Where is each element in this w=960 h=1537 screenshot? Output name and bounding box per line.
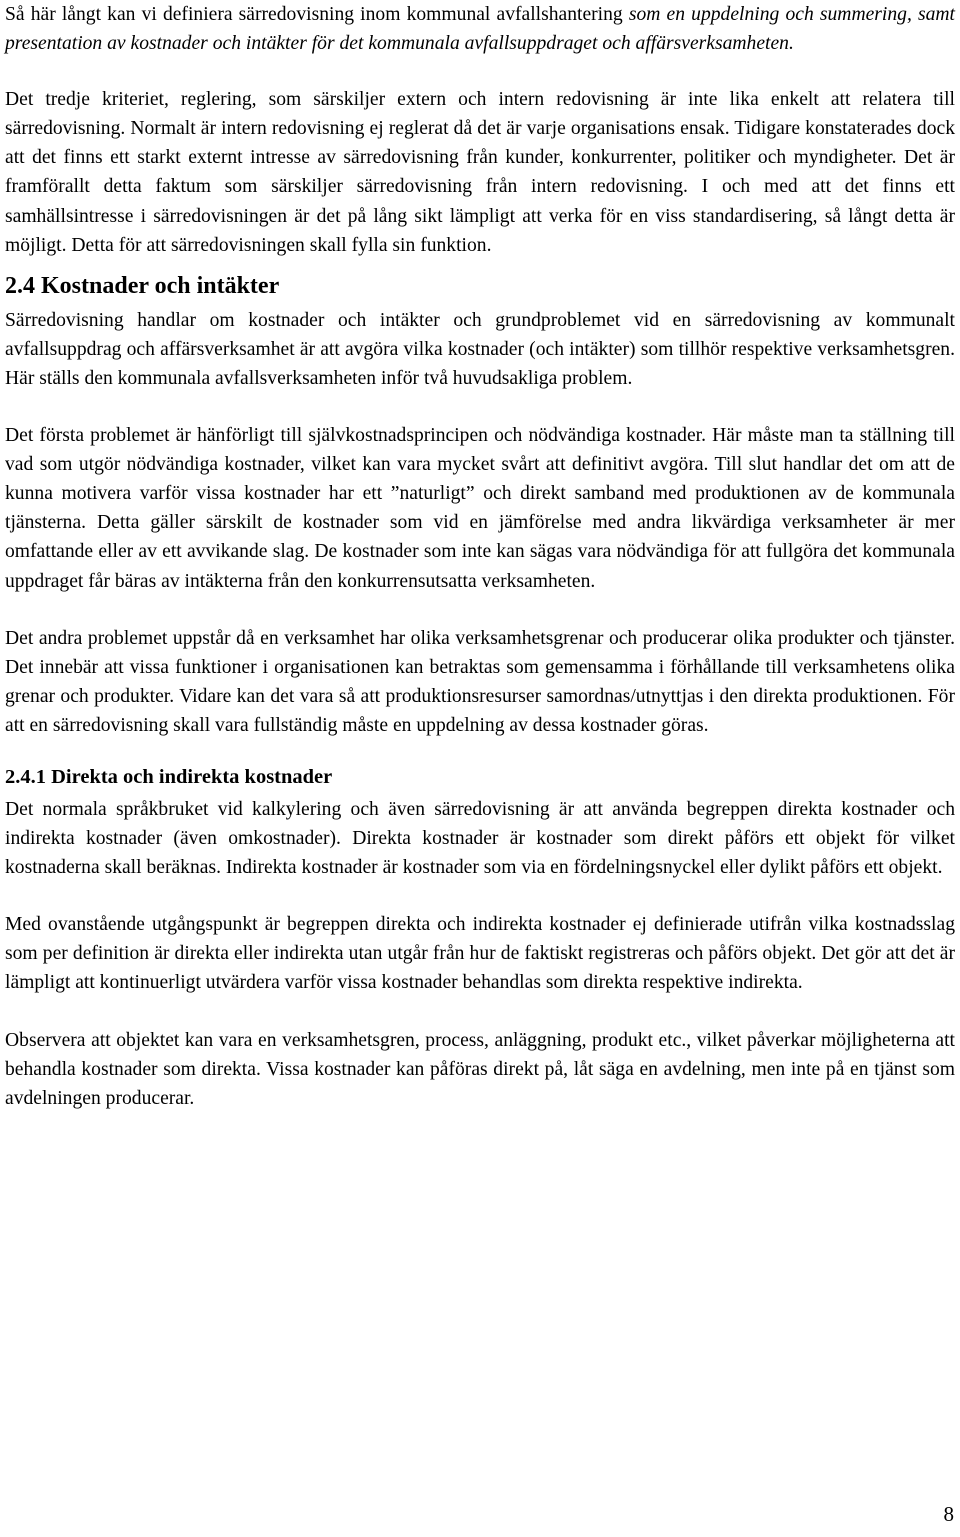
section-heading-2-4: 2.4 Kostnader och intäkter xyxy=(5,272,280,299)
intro-paragraph-2: Det tredje kriteriet, reglering, som särskiljer extern och intern redovisning är inte lika enkelt att relatera till särredovisning. Normalt är intern redovisning ej reglerat då det är varje organisations ensak. Tidigare konstaterades dock att det finns ett starkt externt intresse av särredovisning från kunder, konkurrenter, politiker och myndigheter. Det är framförallt detta faktum som särskiljer särredovisning från intern redovisning. I och med att det finns ett samhällsintresse i särredovisningen är det på lång sikt lämpligt att verka för en viss standardisering, så långt detta är möjligt. Detta för att särredovisningen skall fylla sin funktion. xyxy=(5,89,955,256)
section-2-4-1-paragraph-1: Det normala språkbruket vid kalkylering och även särredovisning är att använda begreppen direkta kostnader och indirekta kostnader (även omkostnader). Direkta kostnader är kostnader som direkt påförs ett objekt för vilket kostnaderna skall beräknas. Indirekta kostnader är kostnader som via en fördelningsnyckel eller dylikt påförs ett objekt. xyxy=(5,798,955,879)
document-page xyxy=(5,0,955,1113)
section-2-4-paragraph-3: Det andra problemet uppstår då en verksamhet har olika verksamhetsgrenar och producerar olika produkter och tjänster. Det innebär att vissa funktioner i organisationen kan betraktas som gemensamma i förhållande till verksamhetens olika grenar och produkter. Vidare kan det vara så att produktionsresurser samordnas/utnyttjas i den direkta produktionen. För att en särredovisning skall vara fullständig måste en uppdelning av dessa kostnader göras. xyxy=(5,627,955,736)
intro-paragraph-1 xyxy=(5,0,955,58)
section-2-4-paragraph-1: Särredovisning handlar om kostnader och intäkter och grundproblemet vid en särredovisning av kommunalt avfallsuppdrag och affärsverksamhet är att avgöra vilka kostnader (och intäkter) som tillhör respektive verksamhetsgren. Här ställs den kommunala avfallsverksamheten inför två huvudsakliga problem. xyxy=(5,309,955,389)
intro-paragraph-1-definition: som en uppdelning och summering, samt presentation av kostnader och intäkter för det kommunala avfallsuppdraget och affärsverksamheten. xyxy=(5,4,955,55)
section-2-4-1-paragraph-3: Observera att objektet kan vara en verksamhetsgren, process, anläggning, produkt etc., vilket påverkar möjligheterna att behandla kostnader som direkta. Vissa kostnader kan påföras direkt på, låt säga en avdelning, men inte på en tjänst som avdelningen producerar. xyxy=(5,1029,955,1109)
section-2-4-1-paragraph-2: Med ovanstående utgångspunkt är begreppen direkta och indirekta kostnader ej definierade utifrån vilka kostnadsslag som per definition är direkta eller indirekta utan utgår från hur de faktiskt registreras och påförs objekt. Det gör att det är lämpligt att kontinuerligt utvärdera varför vissa kostnader behandlas som direkta respektive indirekta. xyxy=(5,914,955,994)
page-number: 8 xyxy=(943,1502,954,1526)
intro-paragraph-1-text: Så här långt kan vi definiera särredovisning inom kommunal avfallshantering xyxy=(5,4,629,25)
section-2-4-paragraph-2: Det första problemet är hänförligt till självkostnadsprincipen och nödvändiga kostnader. Här måste man ta ställning till vad som utgör nödvändiga kostnader, vilket kan vara mycket svårt att definitivt avgöra. Till slut handlar det om att de kunna motivera varför vissa kostnader har ett ”naturligt” och direkt samband med produktionen av de kommunala tjänsterna. Detta gäller särskilt de kostnader som vid en jämförelse med andra likvärdiga verksamheter är mer omfattande eller av ett avvikande slag. De kostnader som inte kan sägas vara nödvändiga för att fullgöra det kommunala uppdraget får bäras av intäkterna från den konkurrensutsatta verksamheten. xyxy=(5,425,955,592)
section-heading-2-4-1: 2.4.1 Direkta och indirekta kostnader xyxy=(5,765,333,788)
